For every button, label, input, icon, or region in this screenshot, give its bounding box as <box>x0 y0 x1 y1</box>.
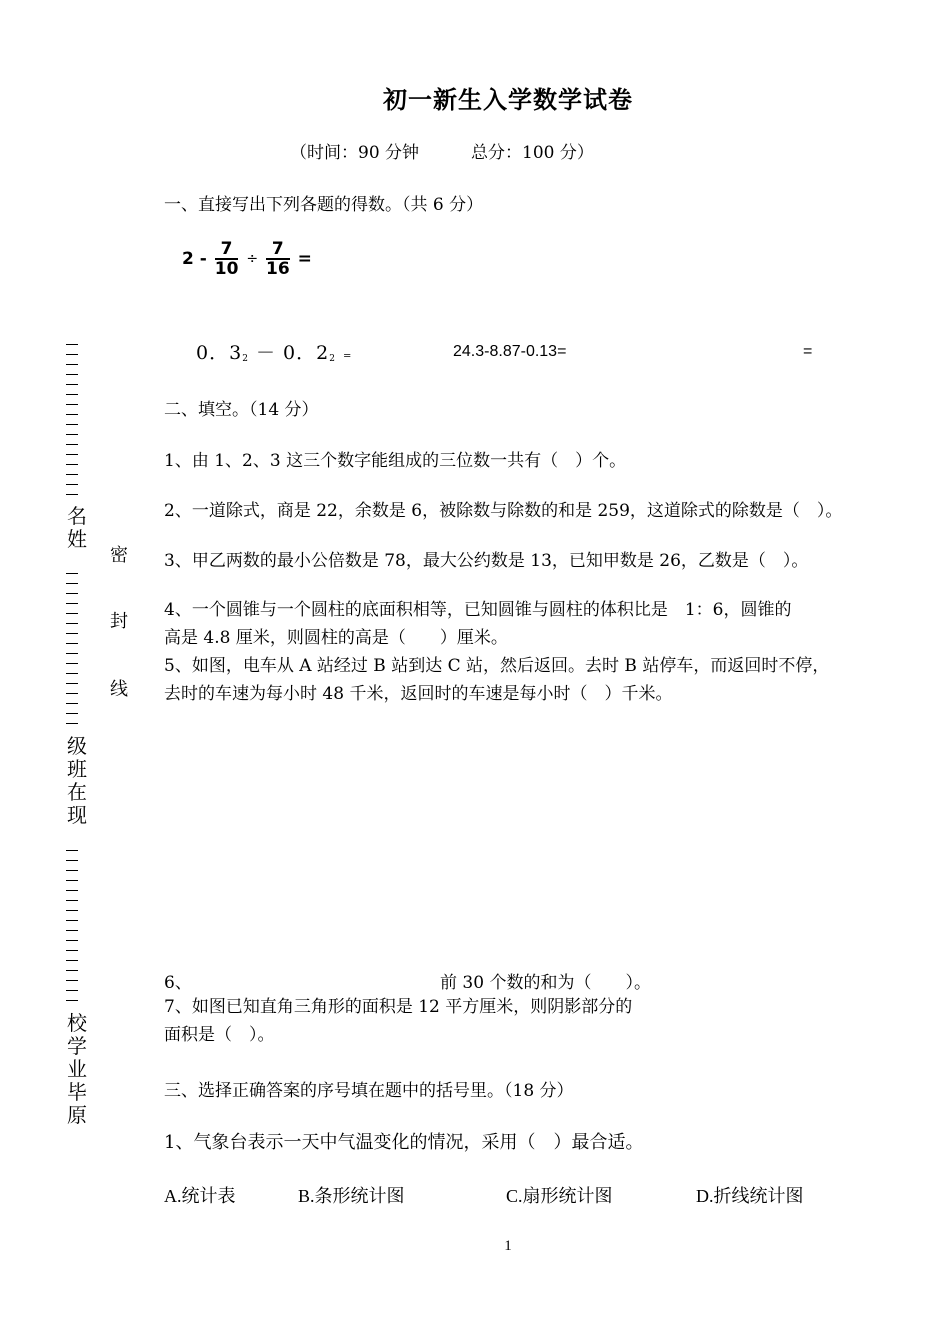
option-d: D.折线统计图 <box>696 1186 804 1206</box>
school-char-5: 原 <box>67 1103 87 1127</box>
question-2-7-line2: 面积是（ ）。 <box>164 1025 275 1045</box>
expr1-minus: - <box>199 249 207 269</box>
fraction-2-denominator: 16 <box>266 259 290 279</box>
expr2-power-b: 2 <box>329 354 336 364</box>
exam-time: （时间：90 分钟 <box>290 143 420 163</box>
fraction-1 <box>215 240 239 278</box>
formula-expr4: = <box>803 343 813 360</box>
school-char-1: 校 <box>67 1011 87 1035</box>
class-char-4: 现 <box>67 803 87 827</box>
question-2-4-line2: 高是 4.8 厘米，则圆柱的高是（ ）厘米。 <box>164 628 508 648</box>
class-char-3: 在 <box>67 780 87 804</box>
formula-expr2 <box>196 338 352 365</box>
school-char-2: 学 <box>67 1034 87 1058</box>
question-2-3: 3、甲乙两数的最小公倍数是 78，最大公约数是 13，已知甲数是 26，乙数是（ ）。 <box>164 551 809 571</box>
name-char-1: 名 <box>67 504 87 528</box>
question-2-1: 1、由 1、2、3 这三个数字能组成的三位数一共有（ ）个。 <box>164 451 627 471</box>
question-2-5-line2: 去时的车速为每小时 48 千米，返回时的车速是每小时（ ）千米。 <box>164 684 673 704</box>
question-2-4 <box>164 596 791 652</box>
seal-word-1: 密 <box>110 545 128 566</box>
section1-heading: 一、直接写出下列各题的得数。（共 6 分） <box>164 195 484 215</box>
question-3-1: 1、气象台表示一天中气温变化的情况，采用（ ）最合适。 <box>164 1132 644 1153</box>
question-2-2: 2、一道除式，商是 22，余数是 6，被除数与除数的和是 259，这道除式的除数是（ ）。 <box>164 501 843 521</box>
section2-heading: 二、填空。（14 分） <box>164 400 319 420</box>
expr2-minus: － 0．2 <box>255 342 330 364</box>
section3-heading: 三、选择正确答案的序号填在题中的括号里。（18 分） <box>164 1081 574 1101</box>
fraction-2-numerator: 7 <box>266 240 290 260</box>
exam-score: 总分：100 分） <box>471 143 594 163</box>
class-char-2: 班 <box>67 757 87 781</box>
exam-info <box>290 138 594 163</box>
expr1-div: ÷ <box>246 251 259 267</box>
expr2-power-a: 2 <box>242 354 249 364</box>
expr2-a: 0．3 <box>196 342 243 364</box>
seal-word-3: 线 <box>110 679 128 700</box>
binding-name-label <box>66 505 88 551</box>
question-2-7-line1: 7、如图已知直角三角形的面积是 12 平方厘米，则阴影部分的 <box>164 997 633 1017</box>
question-2-7 <box>164 993 632 1049</box>
fraction-1-numerator: 7 <box>215 240 239 260</box>
question-2-5-line1: 5、如图，电车从 A 站经过 B 站到达 C 站，然后返回。去时 B 站停车，而返回时不停， <box>164 656 830 676</box>
fraction-2 <box>266 240 290 278</box>
expr2-eq: = <box>342 351 353 362</box>
question-2-6-number: 6、 <box>164 973 192 993</box>
school-char-3: 业 <box>67 1057 87 1081</box>
formula-expr1 <box>182 240 312 278</box>
class-char-1: 级 <box>67 734 87 758</box>
option-a: A.统计表 <box>164 1186 236 1206</box>
binding-class-label <box>66 735 88 827</box>
question-2-6: 前 30 个数的和为（ ）。 <box>440 973 651 993</box>
fraction-1-denominator: 10 <box>214 259 239 279</box>
binding-school-label <box>66 1012 88 1127</box>
name-char-2: 姓 <box>67 527 87 551</box>
school-char-4: 毕 <box>67 1080 87 1104</box>
page-number: 1 <box>504 1238 512 1254</box>
expr1-eq: = <box>297 249 312 269</box>
option-c: C.扇形统计图 <box>506 1186 613 1206</box>
question-2-4-line1: 4、一个圆锥与一个圆柱的底面积相等，已知圆锥与圆柱的体积比是 1：6，圆锥的 <box>164 600 792 620</box>
formula-expr3: 24.3-8.87-0.13= <box>453 343 567 360</box>
page-title: 初一新生入学数学试卷 <box>383 86 633 114</box>
seal-word-2: 封 <box>110 611 128 632</box>
question-2-5 <box>164 652 829 708</box>
expr1-a: 2 <box>182 249 194 269</box>
option-b: B.条形统计图 <box>298 1186 405 1206</box>
